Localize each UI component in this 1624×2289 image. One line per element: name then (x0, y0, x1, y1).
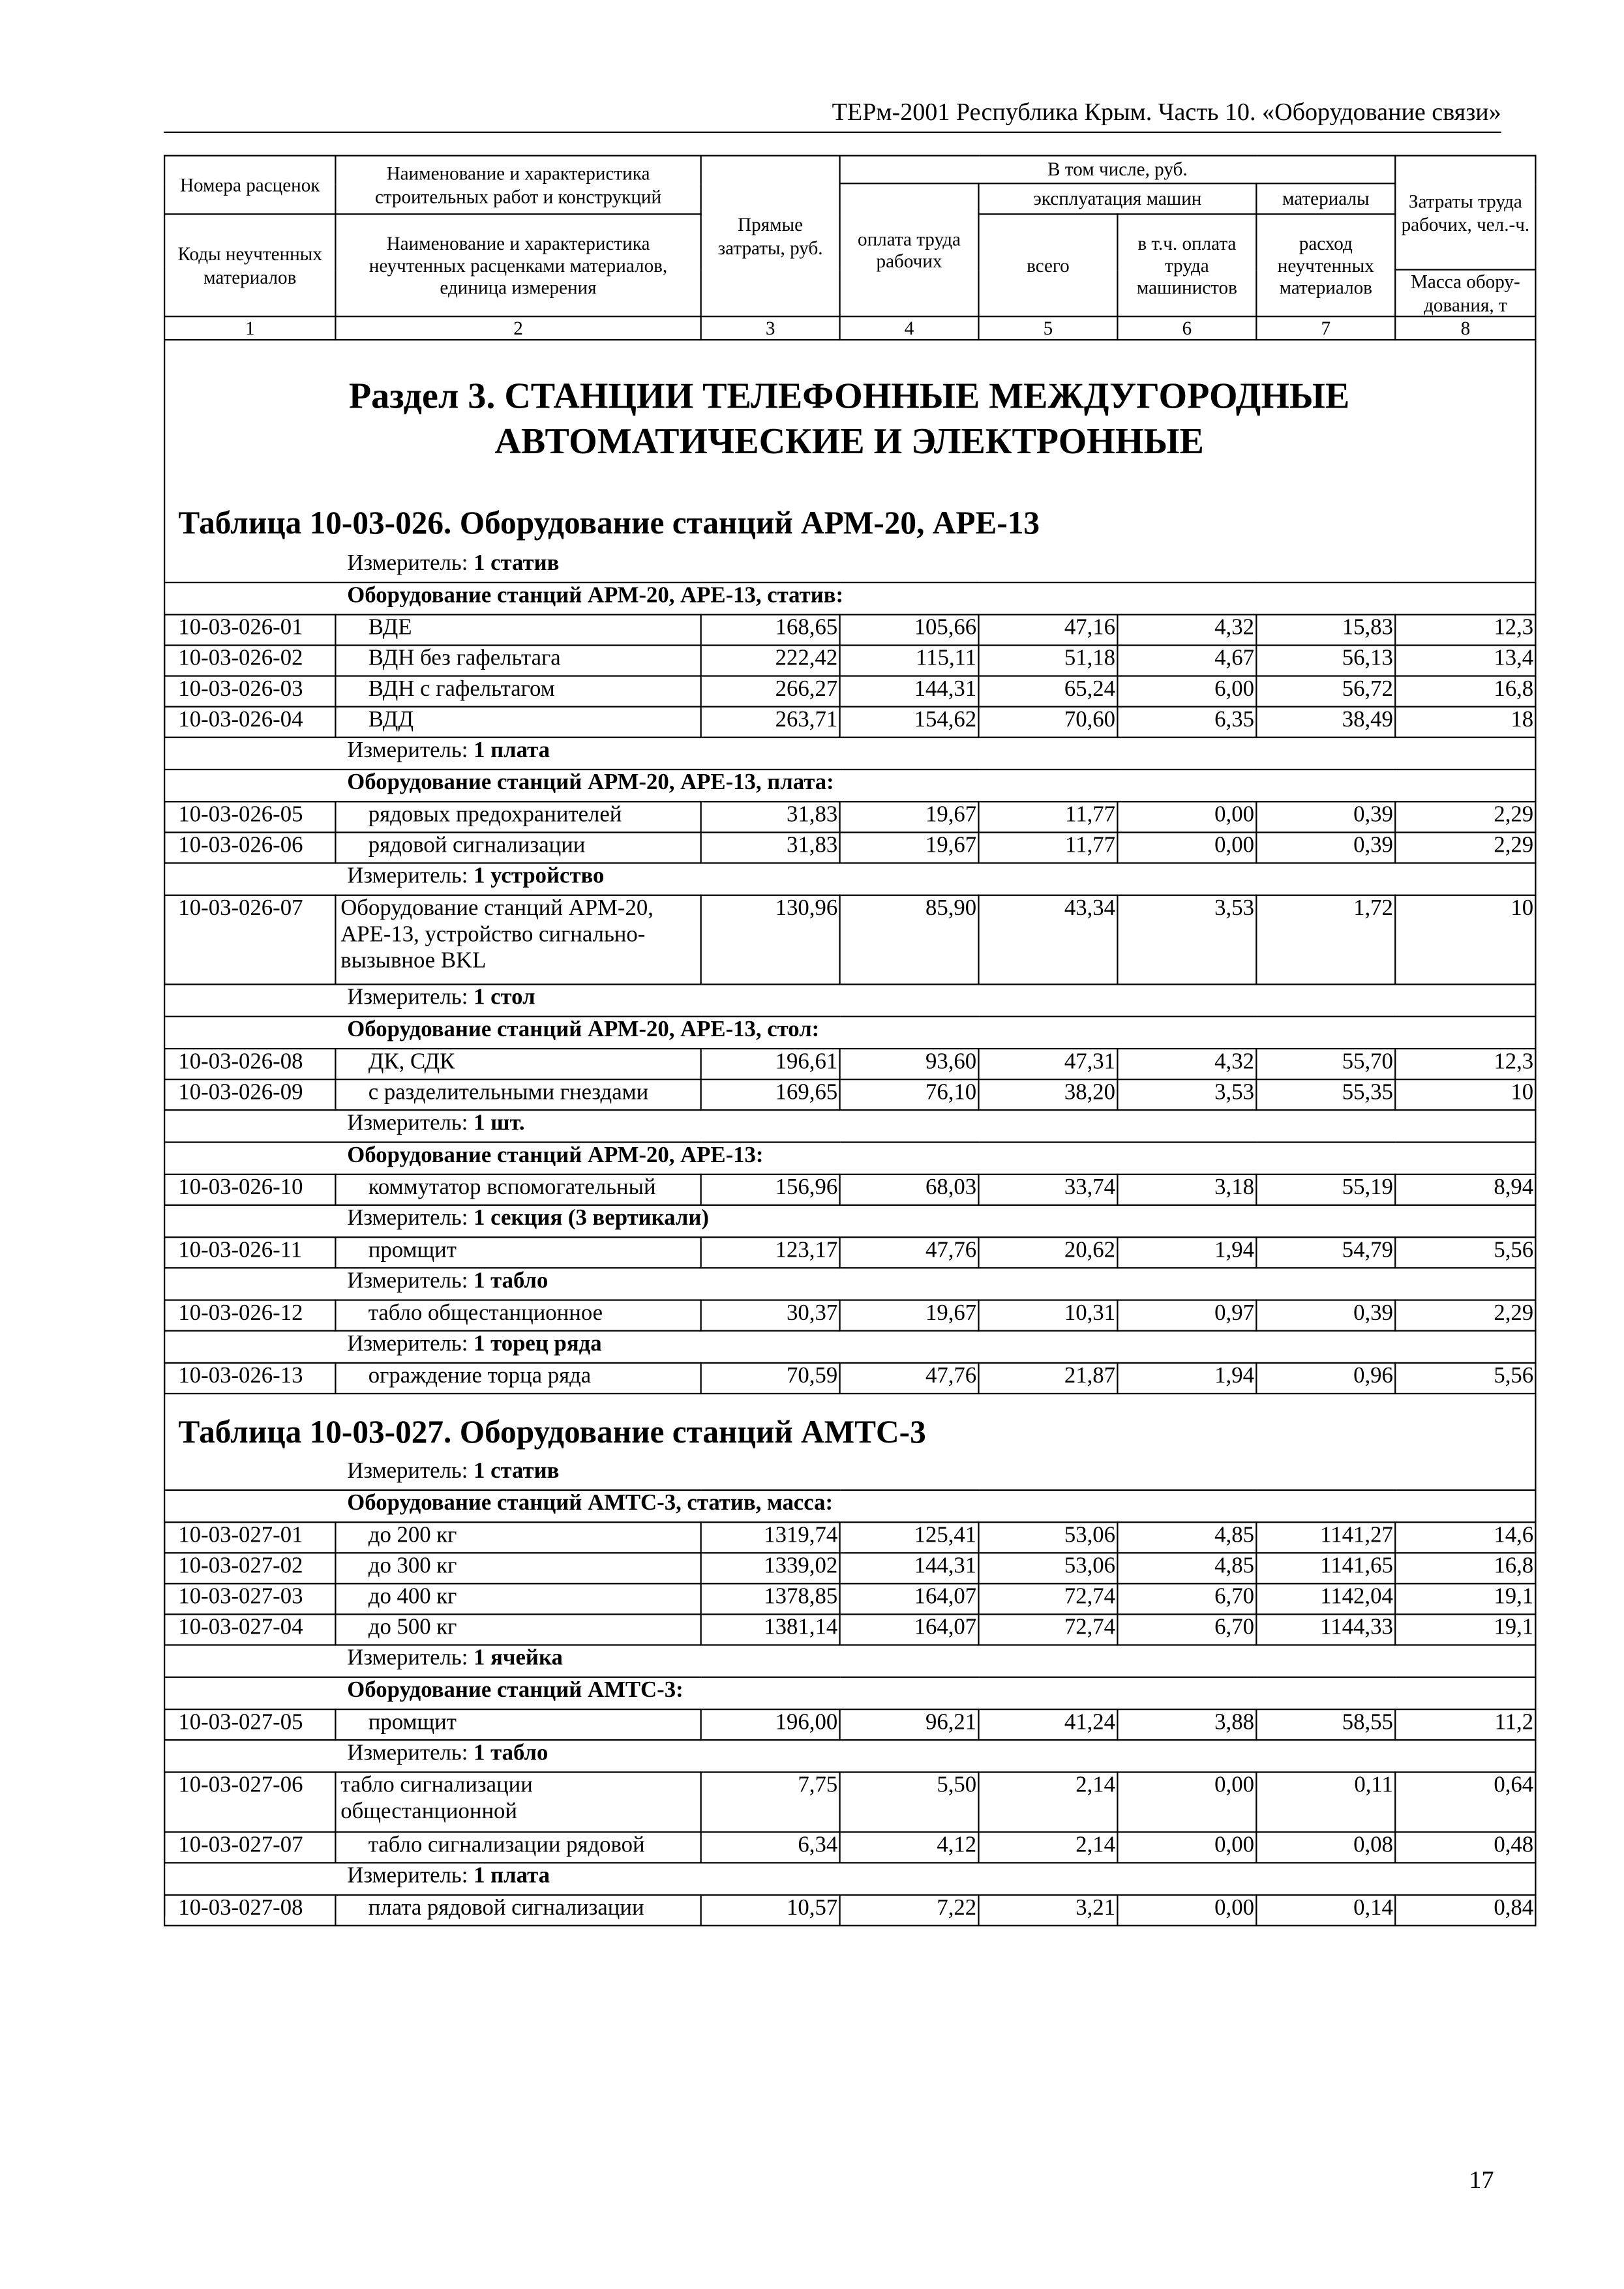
rate-code: 10-03-027-02 (164, 1553, 335, 1583)
labor-hours-cell: 11,2 (1395, 1709, 1535, 1740)
work-name: табло сигнализации рядовой (335, 1832, 700, 1863)
direct-cost-cell: 30,37 (701, 1300, 840, 1331)
measure-label: Измеритель: (347, 1111, 468, 1136)
measure-row (164, 1863, 1535, 1894)
col3-header: Прямые затраты, руб. (701, 156, 840, 317)
labor-pay-cell: 76,10 (840, 1079, 979, 1110)
table-row (164, 1174, 1535, 1205)
labor-pay-cell: 164,07 (840, 1583, 979, 1614)
direct-cost-cell: 130,96 (701, 895, 840, 985)
group-title: Оборудование станций АМТС-3: (335, 1677, 1535, 1709)
labor-pay-cell: 5,50 (840, 1772, 979, 1832)
machinist-pay-cell: 0,00 (1117, 1832, 1256, 1863)
measure-label: Измеритель: (347, 1863, 468, 1889)
rate-code: 10-03-026-08 (164, 1049, 335, 1079)
work-name: ВДД (335, 707, 700, 738)
col-number: 2 (335, 316, 700, 340)
rate-code: 10-03-027-03 (164, 1583, 335, 1614)
measure-row (164, 984, 1535, 1016)
measure-row (164, 1110, 1535, 1142)
labor-pay-cell: 93,60 (840, 1049, 979, 1079)
page-number: 17 (1469, 2166, 1494, 2194)
rate-code: 10-03-026-11 (164, 1237, 335, 1268)
measure-label: Измеритель: (347, 1645, 468, 1671)
labor-pay-cell: 164,07 (840, 1614, 979, 1645)
work-name: коммутатор вспомогательный (335, 1174, 700, 1205)
labor-pay-cell: 19,67 (840, 801, 979, 832)
col-number: 1 (164, 316, 335, 340)
materials-cost-cell: 15,83 (1256, 614, 1395, 645)
rates-table (164, 1459, 1537, 1926)
machinist-pay-cell: 4,32 (1117, 1049, 1256, 1079)
work-name: плата рядовой сигнализации (335, 1895, 700, 1926)
machines-total-cell: 11,77 (978, 801, 1117, 832)
labor-hours-cell: 0,64 (1395, 1772, 1535, 1832)
measure-unit: 1 ячейка (474, 1645, 563, 1671)
labor-pay-cell: 115,11 (840, 645, 979, 676)
machinist-pay-cell: 6,00 (1117, 676, 1256, 707)
machines-total-cell: 21,87 (978, 1363, 1117, 1394)
labor-pay-cell: 47,76 (840, 1237, 979, 1268)
measure-label: Измеритель: (347, 550, 468, 576)
measure-label: Измеритель: (347, 1268, 468, 1294)
labor-pay-cell: 47,76 (840, 1363, 979, 1394)
materials-cost-cell: 56,13 (1256, 645, 1395, 676)
measure-label: Измеритель: (347, 863, 468, 889)
labor-hours-cell: 16,8 (1395, 1553, 1535, 1583)
table-row (164, 1832, 1535, 1863)
measure-unit: 1 плата (474, 738, 550, 763)
labor-hours-cell: 12,3 (1395, 614, 1535, 645)
table-row (164, 1522, 1535, 1553)
materials-cost-cell: 54,79 (1256, 1237, 1395, 1268)
table-row (164, 1772, 1535, 1832)
measure-row (164, 1205, 1535, 1237)
labor-hours-cell: 8,94 (1395, 1174, 1535, 1205)
group-row (164, 1142, 1535, 1174)
direct-cost-cell: 31,83 (701, 832, 840, 863)
labor-pay-cell: 19,67 (840, 1300, 979, 1331)
measure-row (164, 1331, 1535, 1363)
materials-cost-cell: 55,19 (1256, 1174, 1395, 1205)
direct-cost-cell: 123,17 (701, 1237, 840, 1268)
table-row (164, 645, 1535, 676)
table-row (164, 1300, 1535, 1331)
machinist-pay-cell: 3,53 (1117, 1079, 1256, 1110)
group-title: Оборудование станций АРМ-20, АРЕ-13, плата: (335, 770, 1535, 801)
labor-hours-cell: 2,29 (1395, 801, 1535, 832)
group-title: Оборудование станций АРМ-20, АРЕ-13, статив: (335, 582, 1535, 614)
labor-pay-cell: 68,03 (840, 1174, 979, 1205)
rate-code: 10-03-026-05 (164, 801, 335, 832)
direct-cost-cell: 1381,14 (701, 1614, 840, 1645)
section-title: Раздел 3. СТАНЦИИ ТЕЛЕФОННЫЕ МЕЖДУГОРОДНЫЕ АВТОМАТИЧЕСКИЕ И ЭЛЕКТРОННЫЕ (348, 377, 1350, 462)
table-row (164, 1895, 1535, 1926)
machines-total-cell: 70,60 (978, 707, 1117, 738)
direct-cost-cell: 70,59 (701, 1363, 840, 1394)
measure-label: Измеритель: (347, 738, 468, 763)
rate-code: 10-03-026-04 (164, 707, 335, 738)
materials-cost-cell: 0,11 (1256, 1772, 1395, 1832)
machinist-pay-cell: 0,00 (1117, 1772, 1256, 1832)
machinist-pay-cell: 3,18 (1117, 1174, 1256, 1205)
labor-hours-cell: 2,29 (1395, 1300, 1535, 1331)
rate-code: 10-03-027-07 (164, 1832, 335, 1863)
machinist-pay-cell: 4,32 (1117, 614, 1256, 645)
measure-unit: 1 табло (474, 1741, 549, 1766)
materials-cost-cell: 0,96 (1256, 1363, 1395, 1394)
table-row (164, 676, 1535, 707)
rate-code: 10-03-026-10 (164, 1174, 335, 1205)
group-title: Оборудование станций АРМ-20, АРЕ-13, стол: (335, 1017, 1535, 1049)
machines-total-cell: 3,21 (978, 1895, 1117, 1926)
labor-pay-cell: 154,62 (840, 707, 979, 738)
work-name: ВДЕ (335, 614, 700, 645)
col4-header: оплата труда рабочих (840, 183, 979, 316)
col2-header-top: Наименование и характеристика строительных работ и конструкций (335, 156, 700, 215)
materials-cost-cell: 1144,33 (1256, 1614, 1395, 1645)
labor-pay-cell: 19,67 (840, 832, 979, 863)
machinist-pay-cell: 3,88 (1117, 1709, 1256, 1740)
labor-hours-cell: 2,29 (1395, 832, 1535, 863)
rate-code: 10-03-026-13 (164, 1363, 335, 1394)
measure-label: Измеритель: (347, 1741, 468, 1766)
labor-hours-cell: 0,84 (1395, 1895, 1535, 1926)
materials-cost-cell: 1142,04 (1256, 1583, 1395, 1614)
measure-unit: 1 статив (474, 550, 560, 576)
labor-pay-cell: 144,31 (840, 676, 979, 707)
labor-pay-cell: 96,21 (840, 1709, 979, 1740)
machines-total-cell: 38,20 (978, 1079, 1117, 1110)
materials-cost-cell: 0,39 (1256, 1300, 1395, 1331)
measure-unit: 1 устройство (474, 863, 605, 889)
col1-header-top: Номера расценок (164, 156, 335, 215)
group-row (164, 1677, 1535, 1709)
machines-total-cell: 65,24 (978, 676, 1117, 707)
column-header-table (164, 155, 1537, 341)
machinist-pay-cell: 0,97 (1117, 1300, 1256, 1331)
measure-row (164, 1268, 1535, 1300)
measure-row (164, 863, 1535, 895)
labor-hours-cell: 12,3 (1395, 1049, 1535, 1079)
rate-code: 10-03-026-09 (164, 1079, 335, 1110)
labor-hours-cell: 5,56 (1395, 1237, 1535, 1268)
materials-header: материалы (1256, 183, 1395, 214)
direct-cost-cell: 31,83 (701, 801, 840, 832)
rate-code: 10-03-026-06 (164, 832, 335, 863)
col-number: 3 (701, 316, 840, 340)
materials-cost-cell: 0,39 (1256, 801, 1395, 832)
rate-code: 10-03-027-01 (164, 1522, 335, 1553)
group-row (164, 1017, 1535, 1049)
col8-header-bottom: Масса обору-дования, т (1395, 270, 1535, 317)
measure-row (164, 1459, 1535, 1490)
labor-pay-cell: 7,22 (840, 1895, 979, 1926)
machinist-pay-cell: 3,53 (1117, 895, 1256, 985)
group-title: Оборудование станций АРМ-20, АРЕ-13: (335, 1142, 1535, 1174)
measure-label: Измеритель: (347, 1458, 468, 1484)
measure-unit: 1 секция (3 вертикали) (474, 1205, 709, 1231)
machines-total-cell: 53,06 (978, 1522, 1117, 1553)
direct-cost-cell: 169,65 (701, 1079, 840, 1110)
measure-row (164, 738, 1535, 770)
machines-total-cell: 51,18 (978, 645, 1117, 676)
measure-unit: 1 стол (474, 985, 535, 1010)
table-row (164, 1049, 1535, 1079)
machinist-pay-cell: 1,94 (1117, 1363, 1256, 1394)
machines-total-cell: 72,74 (978, 1583, 1117, 1614)
table-row (164, 1363, 1535, 1394)
work-name: рядовых предохранителей (335, 801, 700, 832)
rates-table (164, 551, 1537, 1394)
machinist-pay-cell: 1,94 (1117, 1237, 1256, 1268)
col5-header: всего (978, 214, 1117, 316)
machines-total-cell: 43,34 (978, 895, 1117, 985)
measure-unit: 1 торец ряда (474, 1331, 602, 1356)
labor-pay-cell: 105,66 (840, 614, 979, 645)
direct-cost-cell: 10,57 (701, 1895, 840, 1926)
measure-row (164, 1740, 1535, 1772)
col-number: 8 (1395, 316, 1535, 340)
machinist-pay-cell: 6,70 (1117, 1614, 1256, 1645)
direct-cost-cell: 266,27 (701, 676, 840, 707)
materials-cost-cell: 0,39 (1256, 832, 1395, 863)
machinist-pay-cell: 4,85 (1117, 1553, 1256, 1583)
direct-cost-cell: 196,61 (701, 1049, 840, 1079)
work-name: ограждение торца ряда (335, 1363, 700, 1394)
direct-cost-cell: 156,96 (701, 1174, 840, 1205)
table-title: Таблица 10-03-026. Оборудование станций АРМ-20, АРЕ-13 (178, 504, 1040, 541)
machines-total-cell: 53,06 (978, 1553, 1117, 1583)
work-name: до 400 кг (335, 1583, 700, 1614)
measure-unit: 1 плата (474, 1863, 550, 1889)
labor-hours-cell: 0,48 (1395, 1832, 1535, 1863)
labor-hours-cell: 19,1 (1395, 1614, 1535, 1645)
table-row (164, 895, 1535, 985)
col7-header: расход неучтенных материалов (1256, 214, 1395, 316)
measure-row (164, 551, 1535, 582)
table-row (164, 1237, 1535, 1268)
incl-header: В том числе, руб. (840, 156, 1396, 184)
work-name: Оборудование станций АРМ-20, АРЕ-13, устройство сигнально-вызывное BKL (335, 895, 700, 985)
rate-code: 10-03-026-02 (164, 645, 335, 676)
table-title: Таблица 10-03-027. Оборудование станций АМТС-3 (178, 1413, 926, 1450)
machines-total-cell: 20,62 (978, 1237, 1117, 1268)
machines-total-cell: 47,16 (978, 614, 1117, 645)
work-name: с разделительными гнездами (335, 1079, 700, 1110)
direct-cost-cell: 1378,85 (701, 1583, 840, 1614)
rate-code: 10-03-026-07 (164, 895, 335, 985)
materials-cost-cell: 55,35 (1256, 1079, 1395, 1110)
labor-hours-cell: 10 (1395, 895, 1535, 985)
rate-code: 10-03-026-12 (164, 1300, 335, 1331)
labor-hours-cell: 14,6 (1395, 1522, 1535, 1553)
materials-cost-cell: 55,70 (1256, 1049, 1395, 1079)
group-row (164, 1490, 1535, 1522)
materials-cost-cell: 1141,65 (1256, 1553, 1395, 1583)
work-name: ДК, СДК (335, 1049, 700, 1079)
labor-hours-cell: 18 (1395, 707, 1535, 738)
table-row (164, 1614, 1535, 1645)
machinist-pay-cell: 0,00 (1117, 801, 1256, 832)
direct-cost-cell: 1319,74 (701, 1522, 840, 1553)
direct-cost-cell: 168,65 (701, 614, 840, 645)
work-name: до 500 кг (335, 1614, 700, 1645)
measure-unit: 1 статив (474, 1458, 560, 1484)
machines-total-cell: 10,31 (978, 1300, 1117, 1331)
rate-code: 10-03-027-05 (164, 1709, 335, 1740)
machines-total-cell: 47,31 (978, 1049, 1117, 1079)
work-name: ВДН без гафельтага (335, 645, 700, 676)
group-row (164, 770, 1535, 801)
table-row (164, 614, 1535, 645)
table-row (164, 1553, 1535, 1583)
table-row (164, 707, 1535, 738)
machines-total-cell: 33,74 (978, 1174, 1117, 1205)
table-row (164, 832, 1535, 863)
col-number: 7 (1256, 316, 1395, 340)
measure-label: Измеритель: (347, 1205, 468, 1231)
materials-cost-cell: 1141,27 (1256, 1522, 1395, 1553)
table-row (164, 1079, 1535, 1110)
rate-code: 10-03-026-01 (164, 614, 335, 645)
work-name: табло общестанционное (335, 1300, 700, 1331)
labor-hours-cell: 16,8 (1395, 676, 1535, 707)
machines-total-cell: 41,24 (978, 1709, 1117, 1740)
group-row (164, 582, 1535, 614)
work-name: до 300 кг (335, 1553, 700, 1583)
materials-cost-cell: 0,14 (1256, 1895, 1395, 1926)
direct-cost-cell: 263,71 (701, 707, 840, 738)
labor-pay-cell: 144,31 (840, 1553, 979, 1583)
work-name: рядовой сигнализации (335, 832, 700, 863)
materials-cost-cell: 0,08 (1256, 1832, 1395, 1863)
labor-hours-cell: 13,4 (1395, 645, 1535, 676)
machinist-pay-cell: 0,00 (1117, 832, 1256, 863)
direct-cost-cell: 7,75 (701, 1772, 840, 1832)
rate-code: 10-03-027-08 (164, 1895, 335, 1926)
machines-total-cell: 11,77 (978, 832, 1117, 863)
labor-hours-cell: 5,56 (1395, 1363, 1535, 1394)
machines-total-cell: 72,74 (978, 1614, 1117, 1645)
measure-label: Измеритель: (347, 985, 468, 1010)
direct-cost-cell: 196,00 (701, 1709, 840, 1740)
labor-pay-cell: 4,12 (840, 1832, 979, 1863)
col8-header-top: Затраты труда рабочих, чел.-ч. (1395, 156, 1535, 270)
measure-row (164, 1645, 1535, 1677)
labor-pay-cell: 125,41 (840, 1522, 979, 1553)
running-header: ТЕРм-2001 Республика Крым. Часть 10. «Оборудование связи» (832, 98, 1501, 126)
measure-label: Измеритель: (347, 1331, 468, 1356)
work-name: промщит (335, 1709, 700, 1740)
machinist-pay-cell: 4,67 (1117, 645, 1256, 676)
measure-unit: 1 табло (474, 1268, 549, 1294)
work-name: промщит (335, 1237, 700, 1268)
group-title: Оборудование станций АМТС-3, статив, масса: (335, 1490, 1535, 1522)
col2-header-bottom: Наименование и характеристика неучтенных расценками материалов, единица измерения (335, 214, 700, 316)
direct-cost-cell: 222,42 (701, 645, 840, 676)
measure-unit: 1 шт. (474, 1111, 525, 1136)
work-name: табло сигнализации общестанционной (335, 1772, 700, 1832)
col1-header-bottom: Коды неучтенных материалов (164, 214, 335, 316)
machinist-pay-cell: 0,00 (1117, 1895, 1256, 1926)
table-row (164, 1583, 1535, 1614)
labor-hours-cell: 10 (1395, 1079, 1535, 1110)
materials-cost-cell: 56,72 (1256, 676, 1395, 707)
labor-pay-cell: 85,90 (840, 895, 979, 985)
col-number: 5 (978, 316, 1117, 340)
direct-cost-cell: 6,34 (701, 1832, 840, 1863)
table-row (164, 801, 1535, 832)
col-number: 6 (1117, 316, 1256, 340)
work-name: до 200 кг (335, 1522, 700, 1553)
machinist-pay-cell: 4,85 (1117, 1522, 1256, 1553)
labor-hours-cell: 19,1 (1395, 1583, 1535, 1614)
col6-header: в т.ч. оплата труда машинистов (1117, 214, 1256, 316)
direct-cost-cell: 1339,02 (701, 1553, 840, 1583)
machines-header: эксплуатация машин (978, 183, 1256, 214)
machines-total-cell: 2,14 (978, 1772, 1117, 1832)
rate-code: 10-03-026-03 (164, 676, 335, 707)
header-rule (164, 132, 1501, 133)
table-row (164, 1709, 1535, 1740)
materials-cost-cell: 38,49 (1256, 707, 1395, 738)
materials-cost-cell: 58,55 (1256, 1709, 1395, 1740)
materials-cost-cell: 1,72 (1256, 895, 1395, 985)
machines-total-cell: 2,14 (978, 1832, 1117, 1863)
work-name: ВДН с гафельтагом (335, 676, 700, 707)
col-number: 4 (840, 316, 979, 340)
rate-code: 10-03-027-04 (164, 1614, 335, 1645)
machinist-pay-cell: 6,70 (1117, 1583, 1256, 1614)
machinist-pay-cell: 6,35 (1117, 707, 1256, 738)
rate-code: 10-03-027-06 (164, 1772, 335, 1832)
